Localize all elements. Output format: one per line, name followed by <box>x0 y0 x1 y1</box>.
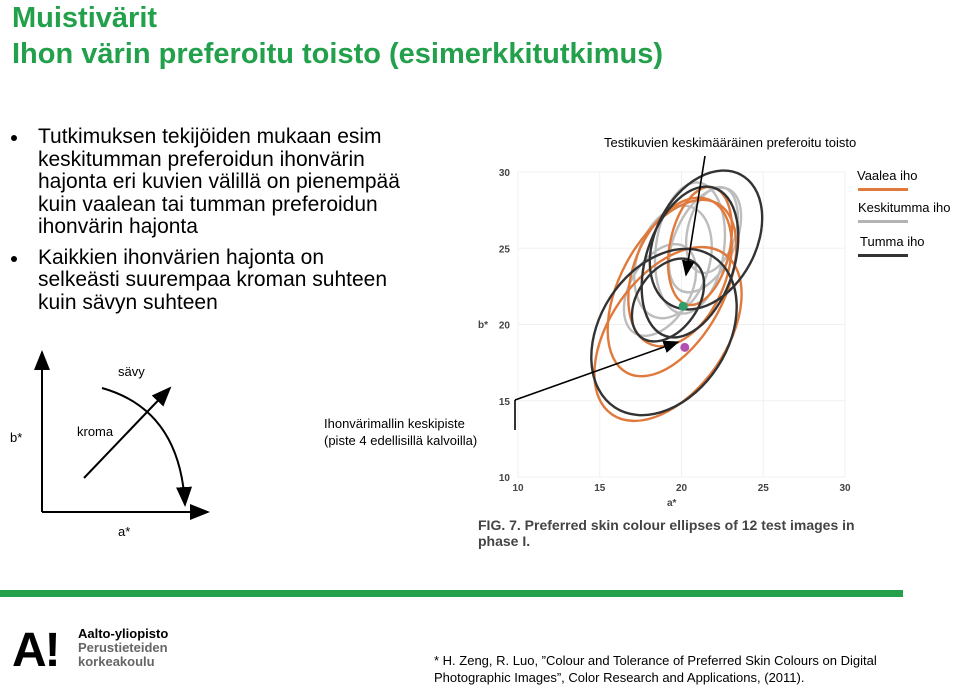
y-tick-label: 25 <box>498 244 510 256</box>
legend-label-dark: Tumma iho <box>860 234 925 249</box>
reference-line2: Photographic Images”, Color Research and Applications, (2011). <box>434 670 805 685</box>
x-axis-label: a* <box>667 498 677 509</box>
bullet-line: selkeästi suurempaa kroman suhteen <box>38 268 388 291</box>
hue-label: sävy <box>118 364 145 379</box>
reference <box>434 652 877 686</box>
center-annotation-line1: Ihonvärimallin keskipiste <box>324 416 465 431</box>
mean-preferred-point <box>679 302 688 311</box>
legend-label-medium: Keskitumma iho <box>858 200 951 215</box>
legend-swatch-medium <box>858 220 908 223</box>
y-tick-label: 30 <box>498 168 510 179</box>
logo-text <box>78 627 168 669</box>
model-center-point <box>680 343 689 352</box>
bullet-line: Tutkimuksen tekijöiden mukaan esim <box>38 125 382 148</box>
figure-caption-line2: phase I. <box>478 533 531 549</box>
a-axis-label: a* <box>118 524 131 539</box>
y-axis-label: b* <box>478 320 488 331</box>
logo-line2: Perustieteiden <box>78 640 168 655</box>
x-tick-label: 10 <box>512 483 524 494</box>
figure-caption <box>478 517 855 549</box>
bullet-line: kuin vaalean tai tumman preferoidun <box>38 192 378 216</box>
bullet-line: hajonta eri kuvien välillä on pienempää <box>38 170 400 193</box>
logo-mark: A! <box>12 624 59 677</box>
footer-divider <box>0 590 903 597</box>
logo-line1: Aalto-yliopisto <box>78 626 169 641</box>
figure-caption-line1: FIG. 7. Preferred skin colour ellipses of 12 test images in <box>478 517 855 533</box>
b-axis-label: b* <box>10 430 23 445</box>
chroma-label: kroma <box>77 424 114 439</box>
ellipse-chart <box>478 151 851 509</box>
logo-line3: korkeakoulu <box>78 654 155 669</box>
y-tick-label: 20 <box>498 320 510 332</box>
x-tick-label: 15 <box>594 483 606 494</box>
center-annotation-line2: (piste 4 edellisillä kalvoilla) <box>324 433 478 448</box>
bullet-line: keskitumman preferoidun ihonvärin <box>38 147 365 171</box>
slide-subtitle: Ihon värin preferoitu toisto (esimerkkitutkimus) <box>12 38 663 70</box>
slide-title: Muistivärit <box>12 2 158 34</box>
y-tick-label: 15 <box>498 396 510 408</box>
bullet-line: kuin sävyn suhteen <box>38 290 218 314</box>
bullet-line: Kaikkien ihonvärien hajonta on <box>38 245 325 269</box>
reference-line1: * H. Zeng, R. Luo, ”Colour and Tolerance of Preferred Skin Colours on Digital <box>434 653 877 668</box>
x-tick-label: 30 <box>839 483 851 494</box>
legend-label-light: Vaalea iho <box>857 168 918 183</box>
x-tick-label: 25 <box>757 483 769 494</box>
y-tick-label: 10 <box>498 473 510 484</box>
legend-swatch-dark <box>858 254 908 257</box>
bullet-line: ihonvärin hajonta <box>38 215 198 238</box>
mean-annotation: Testikuvien keskimääräinen preferoitu toisto <box>604 135 857 150</box>
legend-swatch-light <box>858 188 908 191</box>
x-tick-label: 20 <box>675 483 688 494</box>
